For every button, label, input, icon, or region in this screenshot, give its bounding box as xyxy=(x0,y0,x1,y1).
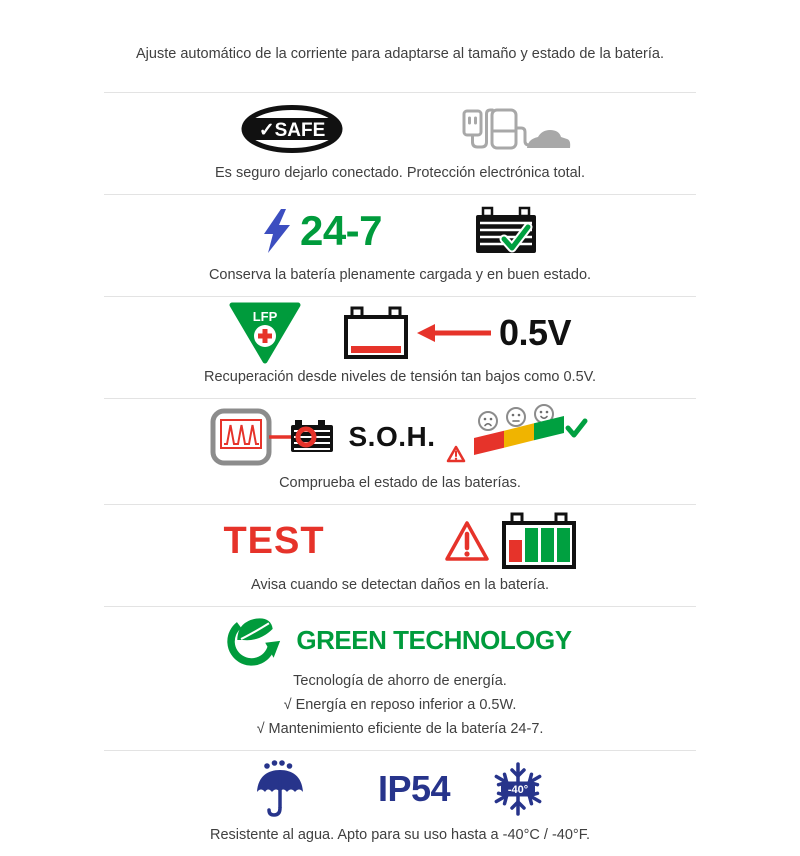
section-always-ready xyxy=(104,195,696,297)
intro-text: Ajuste automático de la corriente para adaptarse al tamaño y estado de la batería. xyxy=(104,0,696,93)
battery-bars-icon xyxy=(501,513,577,569)
weather-caption: Resistente al agua. Apto para su uso hasta a -40°C / -40°F. xyxy=(210,827,590,844)
soh-caption: Comprueba el estado de las baterías. xyxy=(279,475,521,492)
always-ready-icon-row xyxy=(104,203,696,259)
temp-label: -40° xyxy=(507,784,529,797)
green-tech-icon-row xyxy=(104,615,696,665)
arrow-left-icon xyxy=(415,322,493,344)
snowflake-icon xyxy=(490,761,546,817)
health-ramp-icon xyxy=(444,406,590,468)
lfp-caption: Recuperación desde niveles de tensión tan bajos como 0.5V. xyxy=(203,369,597,386)
low-voltage-group xyxy=(343,307,571,359)
checkmark-icon xyxy=(568,421,585,435)
test-warning-group xyxy=(443,513,577,569)
ip-rating-label: IP54 xyxy=(377,768,451,810)
safe-badge-icon xyxy=(241,105,343,153)
wall-charger-car-icon xyxy=(461,103,559,155)
weather-icon-row xyxy=(104,759,696,819)
section-green-technology xyxy=(104,607,696,751)
section-soh xyxy=(104,399,696,505)
green-leaf-recycle-icon xyxy=(228,613,282,667)
always-ready-badge: 24-7 xyxy=(299,207,383,255)
section-test xyxy=(104,505,696,607)
safe-badge-label: ✓SAFE xyxy=(258,120,326,141)
test-label: TEST xyxy=(223,519,325,562)
pulse-monitor-battery-icon xyxy=(210,408,336,466)
green-tech-line-1: Tecnología de ahorro de energía. xyxy=(293,673,507,690)
lightning-bolt-icon xyxy=(262,208,292,254)
green-tech-line-3: √ Mantenimiento eficiente de la batería 24-7. xyxy=(256,721,544,738)
green-tech-line-2: √ Energía en reposo inferior a 0.5W. xyxy=(283,697,517,714)
safe-caption: Es seguro dejarlo conectado. Protección electrónica total. xyxy=(215,165,585,181)
green-tech-label: GREEN TECHNOLOGY xyxy=(296,624,572,655)
always-ready-caption: Conserva la batería plenamente cargada y en buen estado. xyxy=(208,267,592,284)
battery-low-icon xyxy=(343,307,409,359)
umbrella-rain-icon xyxy=(254,760,306,818)
section-weather-proof xyxy=(104,751,696,856)
soh-label: S.O.H. xyxy=(348,421,436,453)
lfp-triangle-icon xyxy=(229,302,301,364)
features-container xyxy=(104,0,696,856)
battery-check-icon xyxy=(474,207,538,255)
test-icon-row xyxy=(104,513,696,569)
section-safe xyxy=(104,93,696,195)
section-lfp-recovery xyxy=(104,297,696,399)
lfp-icon-row xyxy=(104,305,696,361)
always-ready-badge-group xyxy=(262,207,382,255)
voltage-label: 0.5V xyxy=(498,312,572,354)
warning-triangle-icon xyxy=(443,519,491,563)
lfp-label: LFP xyxy=(252,309,278,325)
safe-icon-row xyxy=(104,101,696,157)
test-caption: Avisa cuando se detectan daños en la batería. xyxy=(250,577,549,594)
soh-icon-row xyxy=(104,407,696,467)
